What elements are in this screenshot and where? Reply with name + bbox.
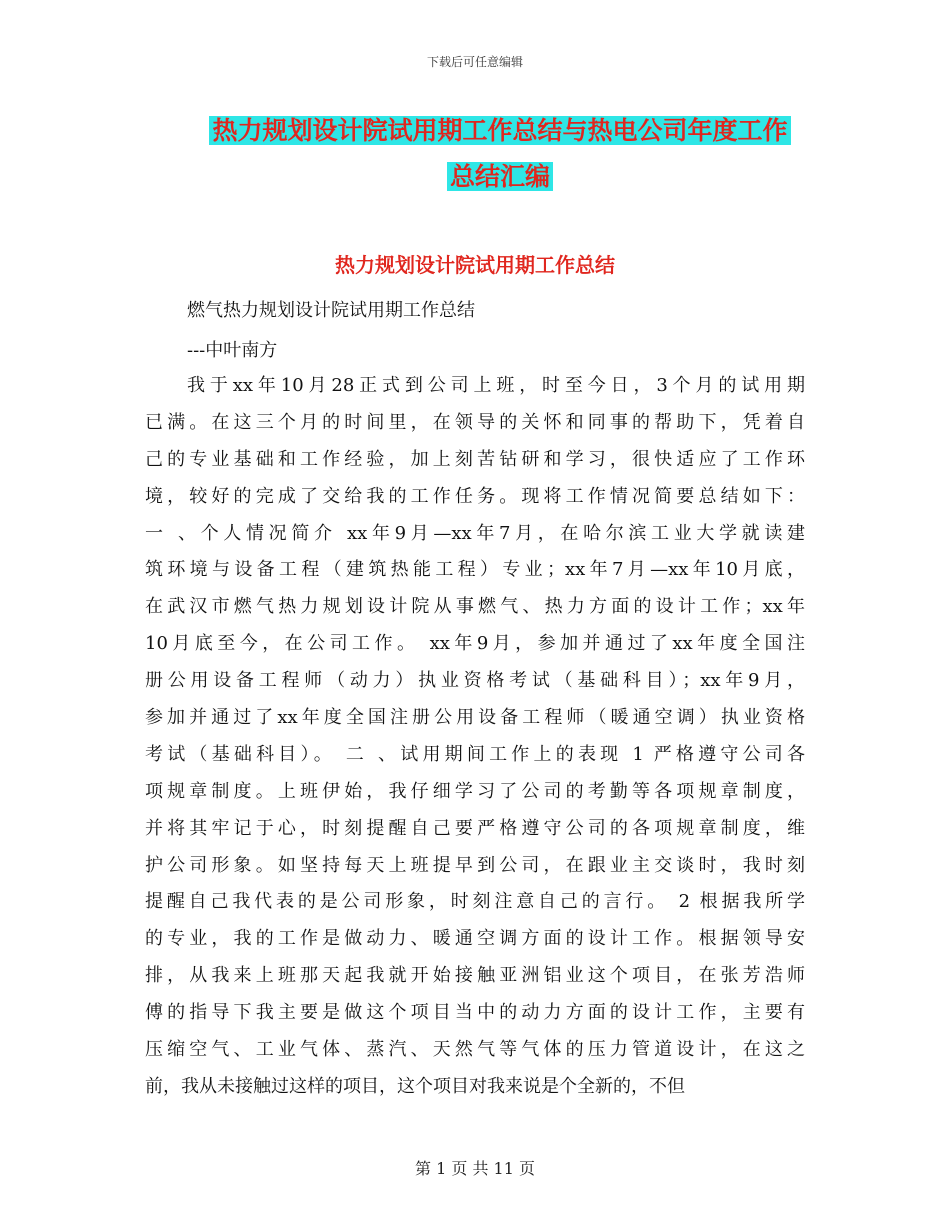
body-line: 傅的指导下我主要是做这个项目当中的动力方面的设计工作，主要有 (145, 1002, 805, 1024)
header-note: 下载后可任意编辑 (426, 55, 523, 69)
body-line: 我于xx年10月28正式到公司上班，时至今日，3个月的试用期 (187, 375, 805, 396)
body-line: 一 、个人情况简介 xx年9月—xx年7月，在哈尔滨工业大学就读建 (145, 522, 805, 544)
doc-heading: 燃气热力规划设计院试用期工作总结 (187, 300, 475, 321)
body-line: 的专业，我的工作是做动力、暖通空调方面的设计工作。根据领导安 (145, 928, 805, 950)
author-line: ---中叶南方 (187, 340, 278, 361)
body-line: 提醒自己我代表的是公司形象，时刻注意自己的言行。 2 根据我所学 (145, 891, 805, 913)
main-title (150, 108, 850, 200)
body-line: 10月底至今，在公司工作。 xx年9月，参加并通过了xx年度全国注 (145, 633, 805, 655)
body-line: 已满。在这三个月的时间里，在领导的关怀和同事的帮助下，凭着自 (145, 411, 805, 433)
body-line: 排，从我来上班那天起我就开始接触亚洲铝业这个项目，在张芳浩师 (145, 965, 805, 987)
body-line: 参加并通过了xx年度全国注册公用设备工程师（暖通空调）执业资格 (145, 707, 805, 729)
body-paragraph (145, 368, 805, 1106)
page-number: 第 1 页 共 11 页 (415, 1159, 535, 1178)
body-line: 境，较好的完成了交给我的工作任务。现将工作情况简要总结如下： (145, 485, 805, 507)
body-line: 前，我从未接触过这样的项目，这个项目对我来说是个全新的，不但 (145, 1075, 685, 1097)
section-title: 热力规划设计院试用期工作总结 (335, 253, 615, 277)
body-line: 己的专业基础和工作经验，加上刻苦钻研和学习，很快适应了工作环 (145, 448, 805, 470)
body-line: 考试（基础科目）。 二 、试用期间工作上的表现 1 严格遵守公司各 (145, 743, 805, 765)
body-line: 在武汉市燃气热力规划设计院从事燃气、热力方面的设计工作；xx年 (145, 596, 805, 618)
body-line: 护公司形象。如坚持每天上班提早到公司，在跟业主交谈时，我时刻 (145, 854, 805, 876)
body-line: 筑环境与设备工程（建筑热能工程）专业；xx年7月—xx年10月底， (145, 559, 805, 581)
body-line: 册公用设备工程师（动力）执业资格考试（基础科目）；xx年9月， (145, 670, 805, 692)
body-line: 项规章制度。上班伊始，我仔细学习了公司的考勤等各项规章制度， (145, 780, 805, 802)
main-title-line2: 总结汇编 (447, 162, 553, 191)
main-title-line1: 热力规划设计院试用期工作总结与热电公司年度工作 (209, 116, 790, 145)
body-line: 并将其牢记于心，时刻提醒自己要严格遵守公司的各项规章制度，维 (145, 817, 805, 839)
body-line: 压缩空气、工业气体、蒸汽、天然气等气体的压力管道设计，在这之 (145, 1039, 805, 1061)
